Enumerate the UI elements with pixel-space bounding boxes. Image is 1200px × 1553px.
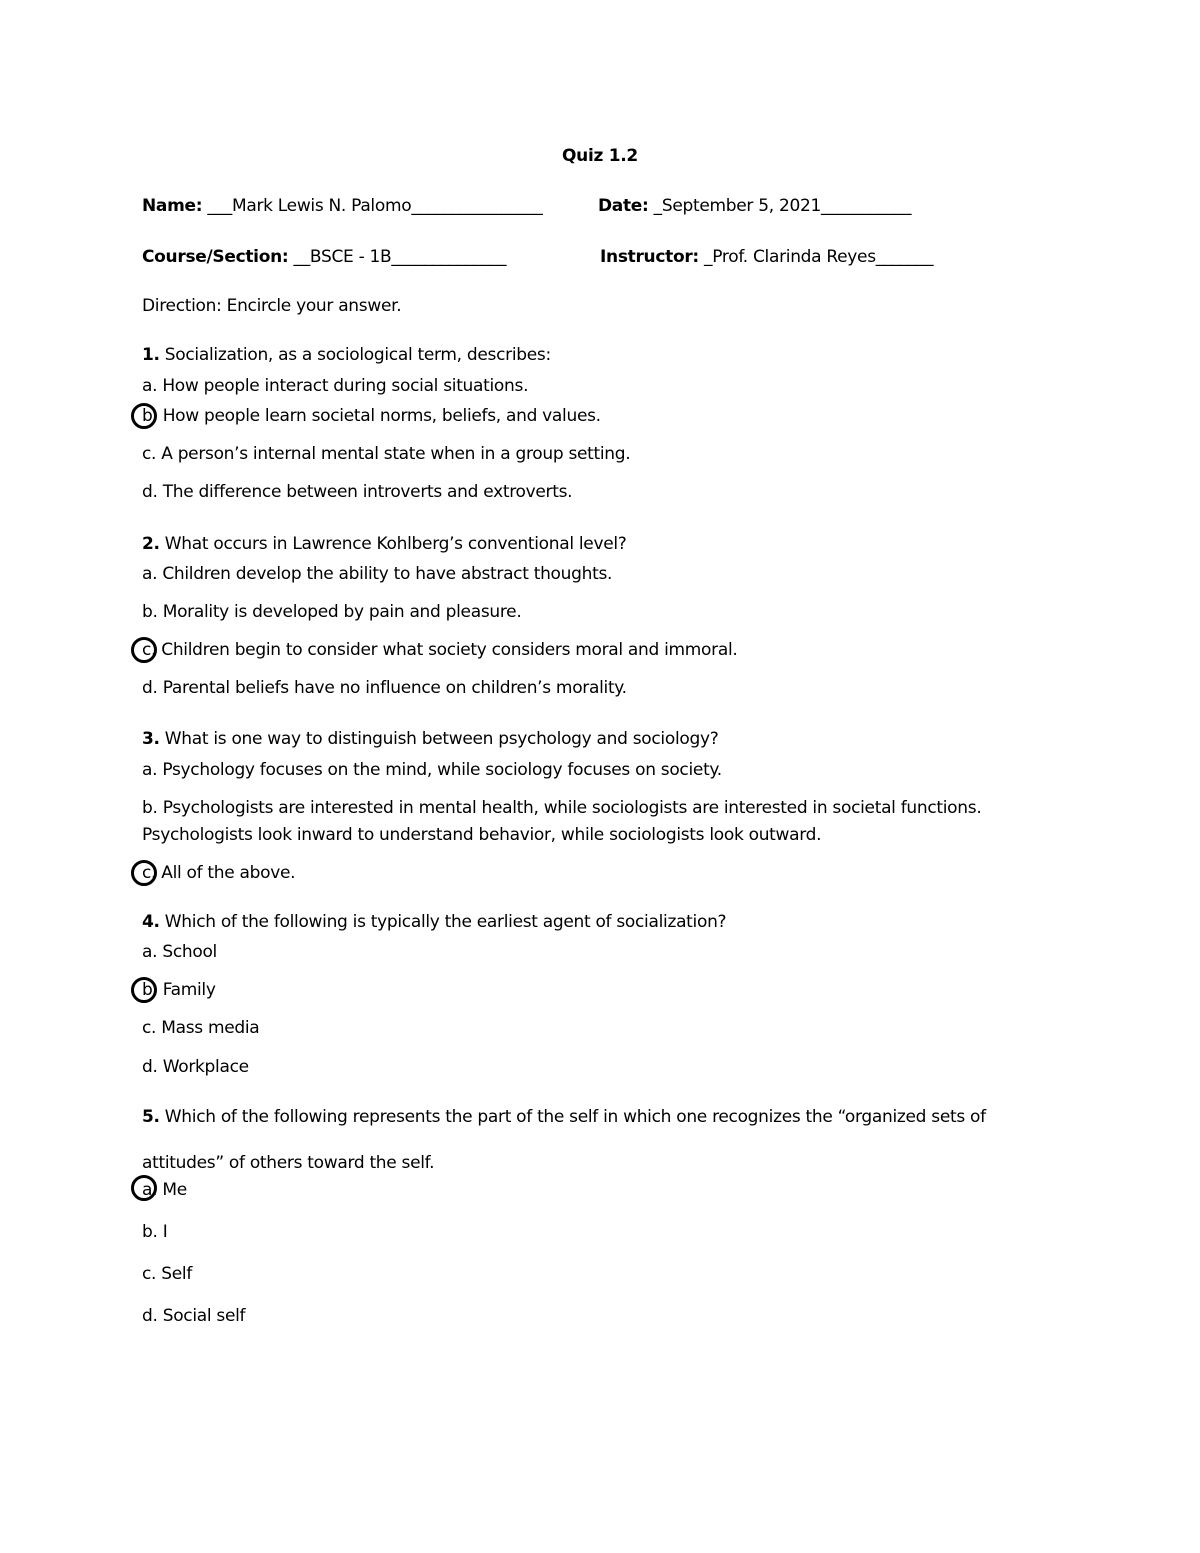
question-2: 2. What occurs in Lawrence Kohlberg’s conventional level?: [142, 534, 627, 554]
q2-option-c[interactable]: c. Children begin to consider what society considers moral and immoral.: [142, 640, 738, 660]
date-row: [598, 195, 911, 217]
q5-option-d[interactable]: d. Social self: [142, 1306, 246, 1326]
q2-option-a[interactable]: a. Children develop the ability to have abstract thoughts.: [142, 564, 613, 584]
q1-option-c[interactable]: c. A person’s internal mental state when in a group setting.: [142, 444, 631, 464]
q2-option-b[interactable]: b. Morality is developed by pain and pleasure.: [142, 602, 522, 622]
instructor-row: [600, 246, 933, 268]
course-label: Course/Section:: [142, 247, 289, 267]
q2-option-d[interactable]: d. Parental beliefs have no influence on children’s morality.: [142, 678, 627, 698]
question-5-cont: attitudes” of others toward the self.: [142, 1153, 435, 1173]
q3-option-b[interactable]: b. Psychologists are interested in mental health, while sociologists are interested in societal functions.: [142, 798, 982, 818]
name-value: ___Mark Lewis N. Palomo________________: [207, 196, 543, 216]
answer-circle-q5: [131, 1175, 157, 1201]
course-row: [142, 246, 506, 268]
question-1: 1. Socialization, as a sociological term, describes:: [142, 345, 551, 365]
q4-option-c[interactable]: c. Mass media: [142, 1018, 260, 1038]
q3-option-c[interactable]: c. All of the above.: [142, 863, 296, 883]
direction-text: Direction: Encircle your answer.: [142, 296, 402, 316]
q4-option-d[interactable]: d. Workplace: [142, 1057, 249, 1077]
answer-circle-q2: [131, 637, 157, 663]
name-row: [142, 195, 543, 217]
q5-option-b[interactable]: b. I: [142, 1222, 168, 1242]
answer-circle-q1: [131, 403, 157, 429]
q1-option-b[interactable]: b. How people learn societal norms, beliefs, and values.: [142, 406, 601, 426]
instructor-value: _Prof. Clarinda Reyes_______: [704, 247, 934, 267]
answer-circle-q4: [131, 977, 157, 1003]
q3-option-a[interactable]: a. Psychology focuses on the mind, while sociology focuses on society.: [142, 760, 722, 780]
q1-option-d[interactable]: d. The difference between introverts and extroverts.: [142, 482, 573, 502]
name-label: Name:: [142, 196, 203, 216]
q5-option-a[interactable]: a. Me: [142, 1180, 187, 1200]
quiz-title: Quiz 1.2: [562, 146, 638, 166]
q5-option-c[interactable]: c. Self: [142, 1264, 193, 1284]
q4-option-b[interactable]: b. Family: [142, 980, 216, 1000]
course-value: __BSCE - 1B______________: [293, 247, 507, 267]
question-3: 3. What is one way to distinguish between psychology and sociology?: [142, 729, 719, 749]
date-value: _September 5, 2021___________: [653, 196, 912, 216]
date-label: Date:: [598, 196, 649, 216]
answer-circle-q3: [131, 860, 157, 886]
q3-option-b-cont[interactable]: Psychologists look inward to understand behavior, while sociologists look outward.: [142, 825, 822, 845]
q4-option-a[interactable]: a. School: [142, 942, 217, 962]
instructor-label: Instructor:: [600, 247, 699, 267]
question-5: 5. Which of the following represents the part of the self in which one recognizes the “organized sets of: [142, 1107, 986, 1127]
q1-option-a[interactable]: a. How people interact during social situations.: [142, 376, 529, 396]
question-4: 4. Which of the following is typically the earliest agent of socialization?: [142, 912, 727, 932]
